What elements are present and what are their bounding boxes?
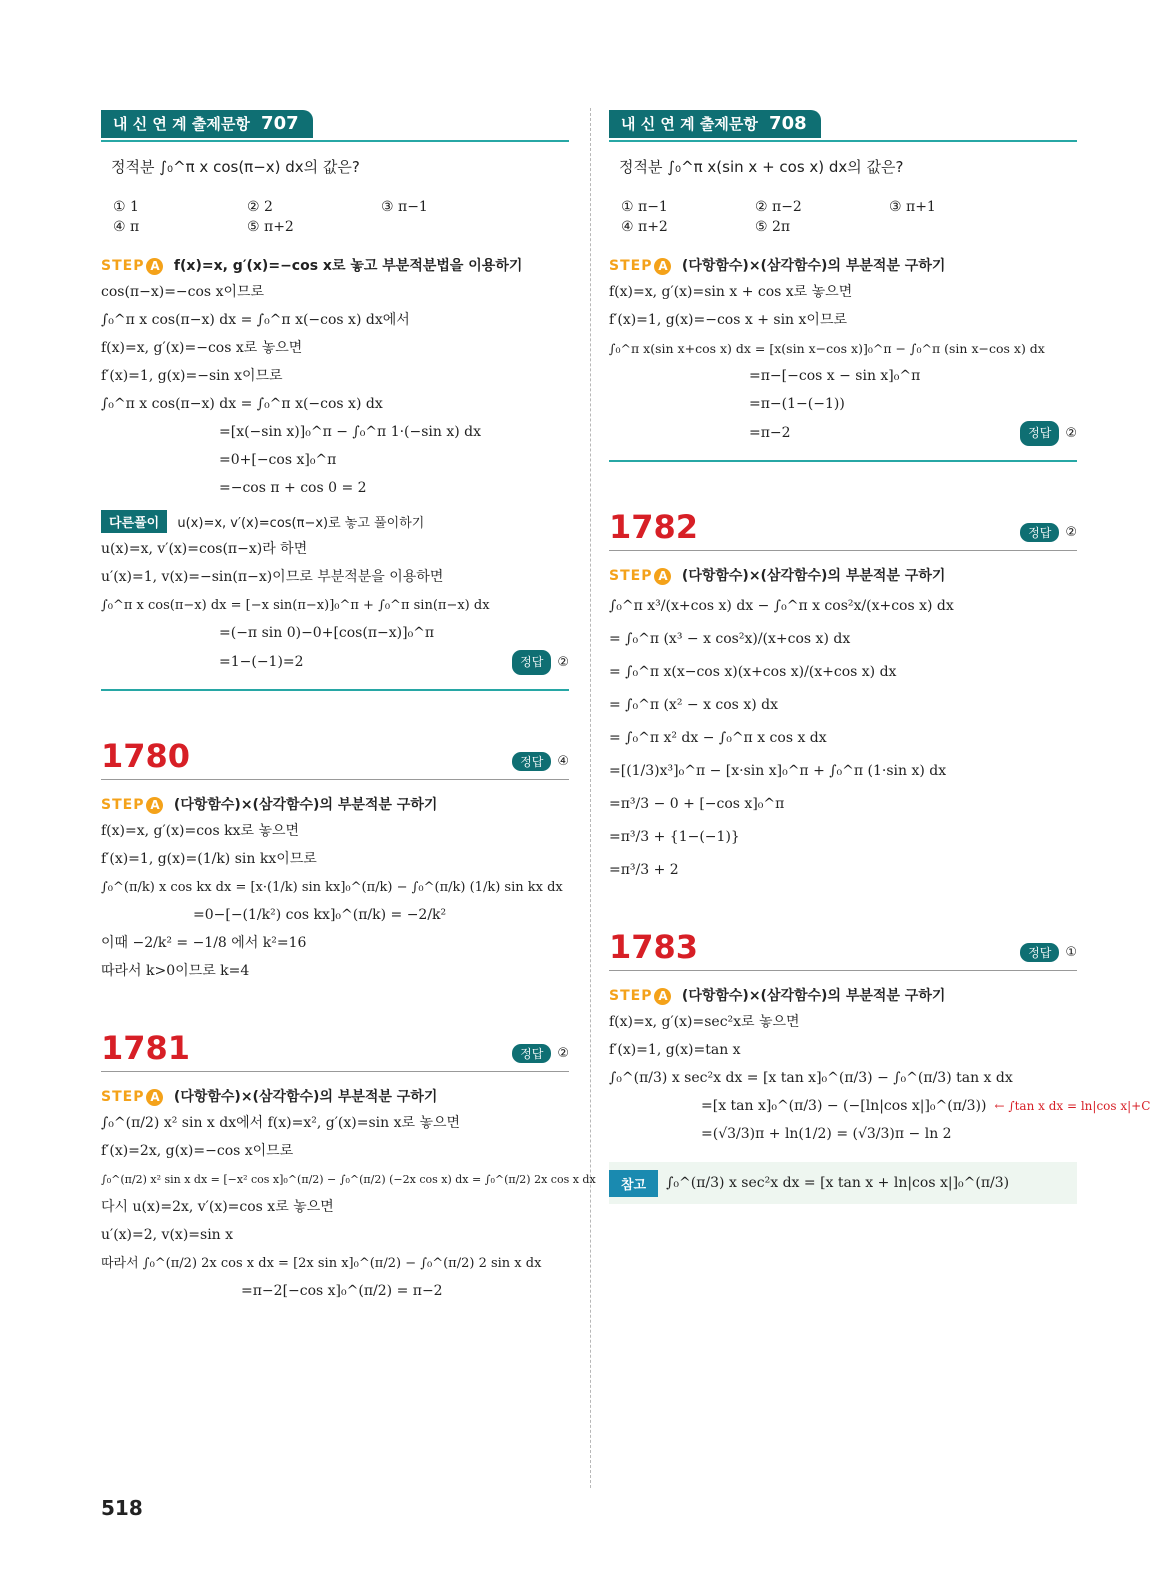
solution-line: 다시 u(x)=2x, v′(x)=cos x로 놓으면 (101, 1199, 334, 1215)
tab-label: 내 신 연 계 출제문항 (621, 115, 758, 133)
solution-line: = ∫₀^π x(x−cos x)(x+cos x)/(x+cos x) dx (609, 664, 897, 680)
solution-line: =(−π sin 0)−0+[cos(π−x)]₀^π (219, 625, 435, 641)
right-column (609, 110, 1150, 1204)
solution-line: f′(x)=2x, g(x)=−cos x이므로 (101, 1143, 294, 1159)
answer-badge (1020, 421, 1077, 446)
step-heading (609, 255, 1077, 275)
solution-line: ∫₀^π x cos(π−x) dx = ∫₀^π x(−cos x) dx에서 (101, 312, 410, 328)
solution-line: u′(x)=2, v(x)=sin x (101, 1227, 234, 1243)
answer-value: ② (557, 655, 569, 670)
answer-badge (1020, 523, 1077, 542)
alt-title: u(x)=x, v′(x)=cos(π−x)로 놓고 풀이하기 (177, 516, 425, 531)
column-divider (590, 108, 591, 1488)
problem-number: 1781 (101, 1029, 191, 1067)
answer-value: ② (1065, 426, 1077, 441)
problem-number: 1780 (101, 737, 191, 775)
answer-badge (512, 650, 569, 675)
solution-line: f′(x)=1, g(x)=(1/k) sin kx이므로 (101, 851, 317, 867)
question-text: 정적분 ∫₀^π x(sin x + cos x) dx의 값은? (619, 158, 904, 176)
alternative-solution-heading (101, 510, 569, 533)
problem-1783-header (609, 928, 1077, 971)
answer-label: 정답 (1020, 421, 1059, 446)
solution-line-with-answer (609, 421, 1077, 446)
answer-value: ② (557, 1046, 569, 1061)
step-badge: A (654, 988, 671, 1005)
answer-label: 정답 (512, 650, 551, 675)
solution-line: =π³/3 − 0 + [−cos x]₀^π (609, 796, 785, 812)
solution-line: f′(x)=1, g(x)=tan x (609, 1042, 741, 1058)
problem-708-header (609, 110, 1077, 142)
solution-line: =[(1/3)x³]₀^π − [x·sin x]₀^π + ∫₀^π (1·sin x) dx (609, 763, 947, 779)
section-divider (101, 689, 569, 691)
choice: ① π−1 (621, 199, 668, 215)
tab-number: 707 (261, 113, 299, 134)
question-text: 정적분 ∫₀^π x cos(π−x) dx의 값은? (111, 158, 360, 176)
solution-line: =[x(−sin x)]₀^π − ∫₀^π 1·(−sin x) dx (219, 424, 482, 440)
solution-line: f(x)=x, g′(x)=−cos x로 놓으면 (101, 340, 303, 356)
solution-line: ∫₀^(π/2) x² sin x dx에서 f(x)=x², g′(x)=sin x로 놓으면 (101, 1115, 461, 1131)
choice: ③ π+1 (889, 199, 936, 215)
step-title: (다항함수)×(삼각함수)의 부분적분 구하기 (681, 568, 946, 584)
step-badge: A (146, 797, 163, 814)
problem-tab (609, 110, 821, 138)
solution-line: f(x)=x, g′(x)=sin x + cos x로 놓으면 (609, 284, 853, 300)
step-title: (다항함수)×(삼각함수)의 부분적분 구하기 (681, 988, 946, 1004)
solution-line: u(x)=x, v′(x)=cos(π−x)라 하면 (101, 541, 308, 557)
step-badge: A (654, 568, 671, 585)
answer-label: 정답 (512, 752, 551, 771)
solution-line: =π−2[−cos x]₀^(π/2) = π−2 (241, 1283, 443, 1299)
alt-tag: 다른풀이 (101, 510, 167, 533)
answer-badge (512, 1044, 569, 1063)
choice: ⑤ π+2 (247, 219, 294, 235)
side-note: ← ∫tan x dx = ln|cos x|+C (994, 1099, 1150, 1113)
solution-line: = ∫₀^π (x³ − x cos²x)/(x+cos x) dx (609, 631, 851, 647)
step-badge: A (146, 1089, 163, 1106)
solution-line: ∫₀^(π/k) x cos kx dx = [x·(1/k) sin kx]₀^(π/k) − ∫₀^(π/k) (1/k) sin kx dx (101, 880, 563, 895)
reference-box (609, 1162, 1077, 1204)
solution-line: 이때 −2/k² = −1/8 에서 k²=16 (101, 935, 307, 951)
problem-number: 1783 (609, 928, 699, 966)
solution-line: f(x)=x, g′(x)=sec²x로 놓으면 (609, 1014, 800, 1030)
solution-line: =0−[−(1/k²) cos kx]₀^(π/k) = −2/k² (193, 907, 447, 923)
answer-choices (621, 199, 1077, 235)
section-divider (609, 460, 1077, 462)
choice: ④ π+2 (621, 219, 668, 235)
step-label: STEP (101, 258, 145, 274)
step-title: (다항함수)×(삼각함수)의 부분적분 구하기 (173, 797, 438, 813)
step-title: (다항함수)×(삼각함수)의 부분적분 구하기 (173, 1089, 438, 1105)
solution-line: ∫₀^π x³/(x+cos x) dx − ∫₀^π x cos²x/(x+cos x) dx (609, 598, 954, 614)
reference-tag: 참고 (609, 1170, 658, 1197)
step-heading (101, 794, 569, 814)
choice: ① 1 (113, 199, 139, 215)
choice: ② 2 (247, 199, 273, 215)
solution-line: ∫₀^π x(sin x+cos x) dx = [x(sin x−cos x)]₀^π − ∫₀^π (sin x−cos x) dx (609, 341, 1045, 356)
solution-line: 따라서 k>0이므로 k=4 (101, 963, 250, 979)
answer-badge (512, 752, 569, 771)
step-label: STEP (101, 797, 145, 813)
choice: ③ π−1 (381, 199, 428, 215)
step-label: STEP (609, 568, 653, 584)
answer-label: 정답 (1020, 523, 1059, 542)
step-badge: A (654, 258, 671, 275)
solution-line: = ∫₀^π (x² − x cos x) dx (609, 697, 778, 713)
answer-label: 정답 (1020, 943, 1059, 962)
step-heading (609, 985, 1077, 1005)
answer-value: ② (1065, 525, 1077, 540)
tab-number: 708 (769, 113, 807, 134)
step-heading (609, 565, 1077, 585)
step-badge: A (146, 258, 163, 275)
answer-value: ④ (557, 754, 569, 769)
solution-line: =−cos π + cos 0 = 2 (219, 480, 367, 496)
solution-line: u′(x)=1, v(x)=−sin(π−x)이므로 부분적분을 이용하면 (101, 569, 444, 585)
solution-line: ∫₀^π x cos(π−x) dx = ∫₀^π x(−cos x) dx (101, 396, 383, 412)
solution-line: ∫₀^π x cos(π−x) dx = [−x sin(π−x)]₀^π + ∫₀^π sin(π−x) dx (101, 598, 490, 613)
solution-line: f′(x)=1, g(x)=−cos x + sin x이므로 (609, 312, 847, 328)
step-title: f(x)=x, g′(x)=−cos x로 놓고 부분적분법을 이용하기 (173, 258, 523, 274)
step-label: STEP (609, 258, 653, 274)
reference-formula: ∫₀^(π/3) x sec²x dx = [x tan x + ln|cos x|]₀^(π/3) (666, 1174, 1010, 1191)
tab-label: 내 신 연 계 출제문항 (113, 115, 250, 133)
solution-line: cos(π−x)=−cos x이므로 (101, 284, 265, 300)
answer-choices (113, 199, 569, 235)
left-column (101, 110, 596, 1308)
solution-line: =π³/3 + 2 (609, 862, 679, 878)
solution-line: =π−[−cos x − sin x]₀^π (749, 368, 921, 384)
answer-badge (1020, 943, 1077, 962)
solution-line: =0+[−cos x]₀^π (219, 452, 337, 468)
choice: ④ π (113, 219, 140, 235)
step-title: (다항함수)×(삼각함수)의 부분적분 구하기 (681, 258, 946, 274)
problem-1780-header (101, 737, 569, 780)
side-note-text: ∫tan x dx = ln|cos x|+C (1008, 1099, 1150, 1113)
solution-line: ∫₀^(π/3) x sec²x dx = [x tan x]₀^(π/3) − ∫₀^(π/3) tan x dx (609, 1070, 1013, 1086)
solution-line-with-answer (101, 650, 569, 675)
answer-label: 정답 (512, 1044, 551, 1063)
choice: ② π−2 (755, 199, 802, 215)
solution-line-with-note (609, 1095, 1150, 1118)
step-heading (101, 1086, 569, 1106)
step-label: STEP (101, 1089, 145, 1105)
problem-707-header (101, 110, 569, 142)
solution-line: =π³/3 + {1−(−1)} (609, 829, 740, 845)
problem-tab (101, 110, 313, 138)
problem-1782-header (609, 508, 1077, 551)
solution-line: =π−(1−(−1)) (749, 396, 845, 412)
solution-line: = ∫₀^π x² dx − ∫₀^π x cos x dx (609, 730, 827, 746)
solution-line: 따라서 ∫₀^(π/2) 2x cos x dx = [2x sin x]₀^(π/2) − ∫₀^(π/2) 2 sin x dx (101, 1256, 542, 1271)
solution-line: =(√3/3)π + ln(1/2) = (√3/3)π − ln 2 (701, 1126, 952, 1142)
solution-line: f(x)=x, g′(x)=cos kx로 놓으면 (101, 823, 300, 839)
choice: ⑤ 2π (755, 219, 791, 235)
problem-number: 1782 (609, 508, 699, 546)
solution-line: =π−2 (749, 425, 791, 441)
step-label: STEP (609, 988, 653, 1004)
solution-line: =1−(−1)=2 (219, 654, 304, 670)
problem-1781-header (101, 1029, 569, 1072)
solution-line: ∫₀^(π/2) x² sin x dx = [−x² cos x]₀^(π/2) − ∫₀^(π/2) (−2x cos x) dx = ∫₀^(π/2) 2x cos x dx (101, 1173, 596, 1186)
answer-value: ① (1065, 945, 1077, 960)
page-number: 518 (101, 1496, 143, 1520)
step-heading (101, 255, 569, 275)
solution-line: =[x tan x]₀^(π/3) − (−[ln|cos x|]₀^(π/3)) (701, 1098, 987, 1114)
solution-line: f′(x)=1, g(x)=−sin x이므로 (101, 368, 283, 384)
